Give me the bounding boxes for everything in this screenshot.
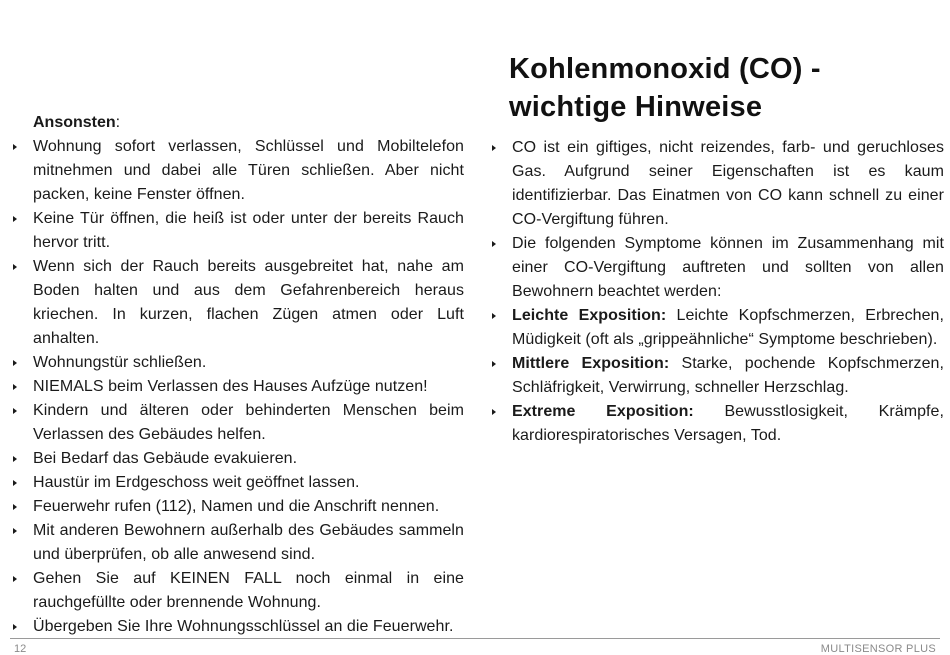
list-item-text: NIEMALS beim Verlassen des Hauses Aufzüge nutzen!	[33, 378, 428, 395]
bullet-icon	[13, 360, 17, 366]
list-item-text: Wenn sich der Rauch bereits ausgebreitet hat, nahe am Boden halten und aus dem Gefahrenbereich heraus kriechen. In kurzen, flachen Zügen atmen oder Luft anhalten.	[33, 258, 464, 347]
list-item-text: Bei Bedarf das Gebäude evakuieren.	[33, 450, 298, 467]
list-item-text: Haustür im Erdgeschoss weit geöffnet lassen.	[33, 474, 360, 491]
bullet-icon	[492, 409, 496, 415]
list-item-text: Die folgenden Symptome können im Zusammenhang mit einer CO-Vergiftung auftreten und sollten von allen Bewohnern beachtet werden:	[512, 235, 944, 300]
list-item	[10, 471, 464, 495]
bullet-icon	[492, 241, 496, 247]
bullet-icon	[13, 576, 17, 582]
list-item	[10, 135, 464, 207]
page-number: 12	[14, 643, 27, 655]
bullet-icon	[492, 361, 496, 367]
exposure-label-extreme: Extreme Exposition:	[512, 403, 694, 420]
list-item	[489, 136, 944, 232]
list-item	[10, 351, 464, 375]
list-item	[10, 375, 464, 399]
list-item-text: Übergeben Sie Ihre Wohnungsschlüssel an die Feuerwehr.	[33, 618, 454, 635]
list-item	[489, 232, 944, 304]
list-item	[10, 447, 464, 471]
bullet-icon	[13, 216, 17, 222]
list-item	[10, 399, 464, 447]
exposure-label-medium: Mittlere Exposition:	[512, 355, 670, 372]
list-item	[489, 352, 944, 400]
list-item	[489, 400, 944, 448]
bullet-icon	[13, 528, 17, 534]
list-item	[10, 567, 464, 615]
list-item-text: Mit anderen Bewohnern außerhalb des Gebäudes sammeln und überprüfen, ob alle anwesend sind.	[33, 522, 464, 563]
bullet-icon	[13, 456, 17, 462]
intro-suffix: :	[115, 114, 121, 131]
list-item-text: Keine Tür öffnen, die heiß ist oder unter der bereits Rauch hervor tritt.	[33, 210, 464, 251]
list-item-text: Leichte Kopfschmerzen, Erbrechen, Müdigkeit (oft als „grippeähnliche“ Symptome beschrieben).	[512, 307, 944, 348]
heading-line-1: Kohlenmonoxid (CO) -	[509, 53, 821, 85]
bullet-icon	[13, 624, 17, 630]
section-heading	[509, 50, 944, 126]
product-name: MULTISENSOR PLUS	[820, 643, 936, 655]
bullet-icon	[13, 408, 17, 414]
list-item-text: Bewusstlosigkeit, Krämpfe, kardiorespiratorisches Versagen, Tod.	[512, 403, 944, 444]
list-item	[10, 255, 464, 351]
bullet-icon	[13, 480, 17, 486]
list-item-text: Gehen Sie auf KEINEN FALL noch einmal in eine rauchgefüllte oder brennende Wohnung.	[33, 570, 464, 611]
list-item	[10, 495, 464, 519]
left-column	[10, 111, 464, 639]
bullet-icon	[492, 313, 496, 319]
list-item	[489, 304, 944, 352]
list-item-text: Kindern und älteren oder behinderten Menschen beim Verlassen des Gebäudes helfen.	[33, 402, 464, 443]
bullet-icon	[13, 144, 17, 150]
right-bullet-list	[489, 136, 944, 448]
bullet-icon	[13, 264, 17, 270]
intro-line	[10, 111, 464, 135]
right-column	[489, 50, 944, 448]
list-item	[10, 207, 464, 255]
list-item	[10, 519, 464, 567]
list-item-text: CO ist ein giftiges, nicht reizendes, farb- und geruchloses Gas. Aufgrund seiner Eigenschaften ist es kaum identifizierbar. Das Einatmen von CO kann schnell zu einer CO-Vergiftung führen.	[512, 139, 944, 228]
heading-line-2: wichtige Hinweise	[509, 91, 763, 123]
bullet-icon	[492, 145, 496, 151]
list-item-text: Wohnungstür schließen.	[33, 354, 207, 371]
list-item-text: Starke, pochende Kopfschmerzen, Schläfrigkeit, Verwirrung, schneller Herzschlag.	[512, 355, 945, 396]
exposure-label-light: Leichte Exposition:	[512, 307, 667, 324]
left-bullet-list	[10, 135, 464, 639]
list-item-text: Wohnung sofort verlassen, Schlüssel und Mobiltelefon mitnehmen und dabei alle Türen schließen. Aber nicht packen, keine Fenster öffnen.	[33, 138, 464, 203]
bullet-icon	[13, 504, 17, 510]
bullet-icon	[13, 384, 17, 390]
list-item	[10, 615, 464, 639]
footer-divider	[10, 638, 940, 639]
intro-label: Ansonsten	[33, 114, 116, 131]
list-item-text: Feuerwehr rufen (112), Namen und die Anschrift nennen.	[33, 498, 440, 515]
